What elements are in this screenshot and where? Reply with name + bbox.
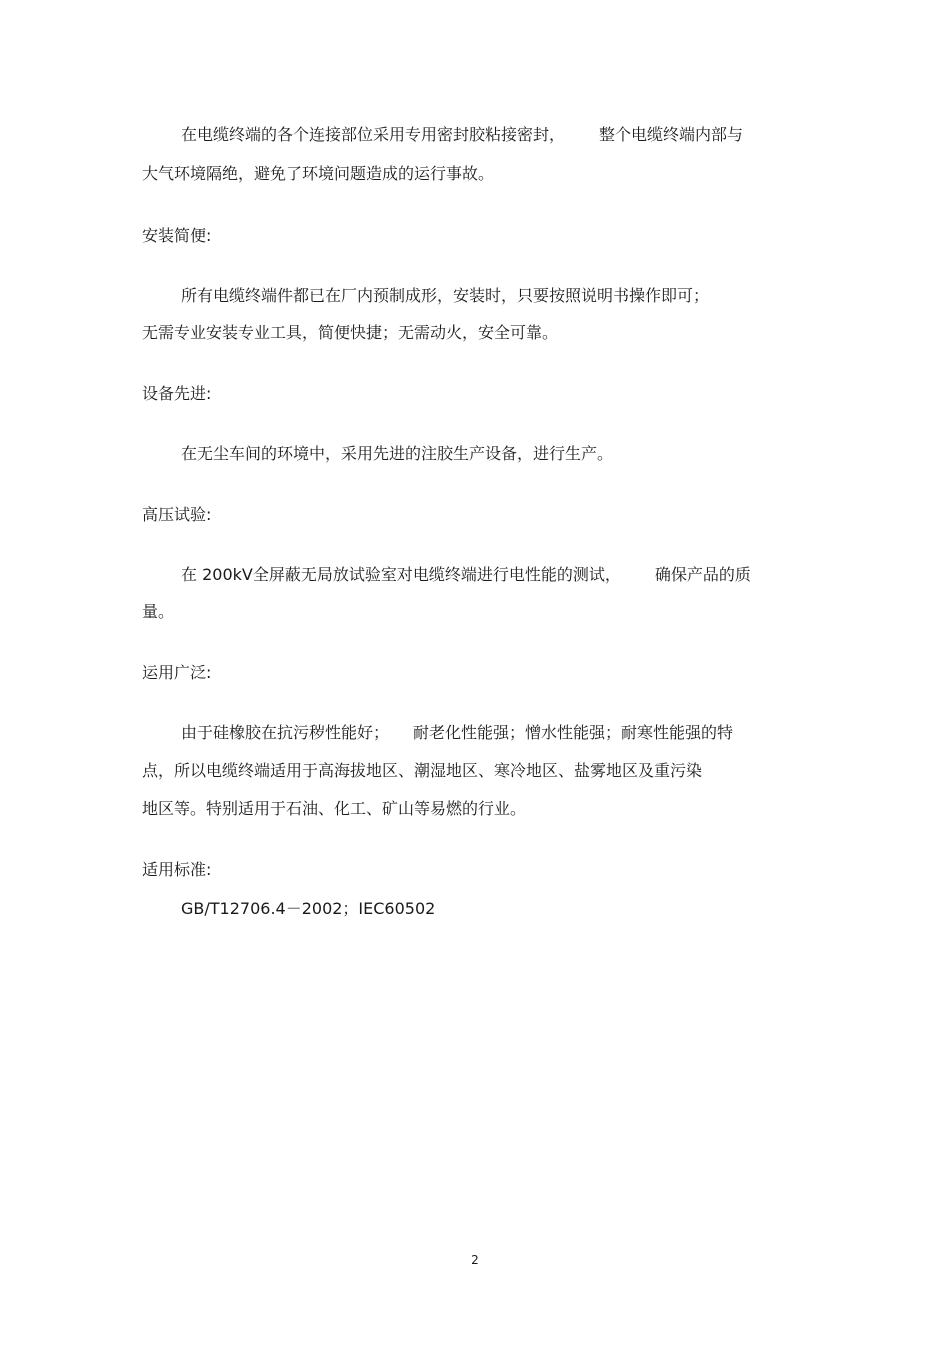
hv-test-text-part-2: 确保产品的质 <box>654 565 751 584</box>
application-paragraph-line-1 <box>181 722 733 744</box>
hv-test-text-part-1: 在 200kV全屏蔽无局放试验室对电缆终端进行电性能的测试， <box>181 565 621 584</box>
hv-test-paragraph-line-1 <box>181 564 751 586</box>
installation-paragraph-line-2: 无需专业安装专业工具，简便快捷；无需动火，安全可靠。 <box>142 323 559 342</box>
application-text-part-1: 由于硅橡胶在抗污秽性能好； <box>181 723 390 742</box>
application-paragraph-line-2: 点，所以电缆终端适用于高海拔地区、潮湿地区、寒冷地区、盐雾地区及重污染 <box>142 761 703 780</box>
standards-list: GB/T12706.4－2002；IEC60502 <box>181 899 436 918</box>
hv-test-heading: 高压试验: <box>142 505 212 524</box>
sealing-text-part-2: 整个电缆终端内部与 <box>599 125 744 144</box>
installation-paragraph-line-1: 所有电缆终端件都已在厂内预制成形，安装时，只要按照说明书操作即可； <box>181 286 710 305</box>
application-heading: 运用广泛: <box>142 663 212 682</box>
application-text-part-2: 耐老化性能强；憎水性能强；耐寒性能强的特 <box>413 723 734 742</box>
equipment-heading: 设备先进: <box>142 384 212 403</box>
hv-test-paragraph-line-2: 量。 <box>142 602 175 621</box>
sealing-paragraph-line-2: 大气环境隔绝，避免了环境问题造成的运行事故。 <box>142 164 495 183</box>
page-number: 2 <box>471 1253 479 1267</box>
sealing-paragraph-line-1 <box>181 124 743 146</box>
equipment-paragraph-line-1: 在无尘车间的环境中，采用先进的注胶生产设备，进行生产。 <box>181 444 614 463</box>
sealing-text-part-1: 在电缆终端的各个连接部位采用专用密封胶粘接密封， <box>181 125 566 144</box>
application-paragraph-line-3: 地区等。特别适用于石油、化工、矿山等易燃的行业。 <box>142 799 527 818</box>
installation-heading: 安装简便: <box>142 226 212 245</box>
standards-heading: 适用标准: <box>142 860 212 879</box>
